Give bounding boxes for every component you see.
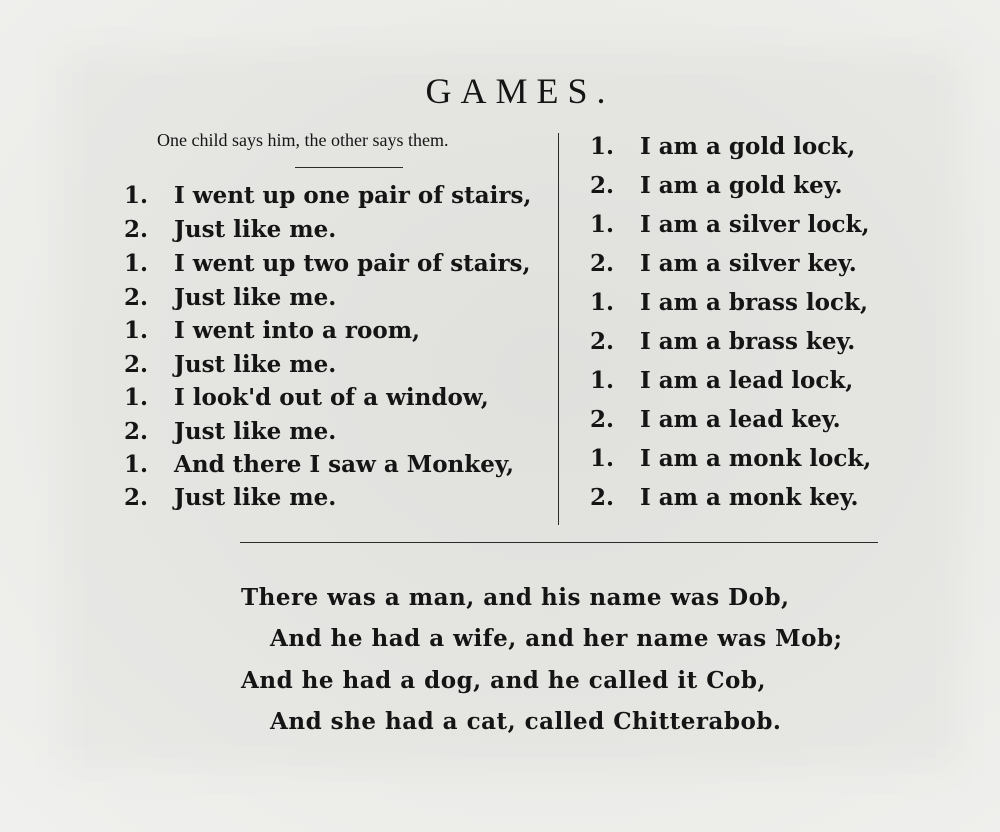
line-text: Just like me.: [174, 418, 337, 445]
line-text: Just like me.: [174, 284, 337, 311]
right-verse-line: [590, 171, 842, 201]
left-verse-line: [124, 383, 489, 413]
line-number: 2.: [590, 328, 615, 355]
line-number: 1.: [124, 451, 149, 478]
section-divider: [240, 542, 878, 543]
line-number: 2.: [590, 484, 615, 511]
line-number: 1.: [590, 289, 615, 316]
bottom-verse-line: There was a man, and his name was Dob,: [241, 584, 790, 611]
right-verse-line: [590, 132, 855, 162]
line-text: Just like me.: [174, 484, 337, 511]
bottom-verse-line: And he had a wife, and her name was Mob;: [270, 625, 843, 652]
line-number: 2.: [590, 172, 615, 199]
right-verse-line: [590, 483, 859, 513]
line-text: I am a brass key.: [640, 328, 856, 355]
right-verse-line: [590, 444, 871, 474]
page-title: GAMES.: [425, 71, 615, 111]
line-number: 1.: [124, 250, 149, 277]
line-number: 1.: [124, 182, 149, 209]
bottom-verse-line: And he had a dog, and he called it Cob,: [241, 667, 766, 694]
right-verse-line: [590, 327, 855, 357]
line-text: I am a silver key.: [640, 250, 857, 277]
line-text: I am a brass lock,: [640, 289, 868, 316]
line-number: 1.: [124, 384, 149, 411]
line-text: I went into a room,: [174, 317, 421, 344]
line-number: 2.: [124, 216, 149, 243]
line-number: 2.: [124, 351, 149, 378]
line-number: 1.: [124, 317, 149, 344]
left-verse-line: [124, 249, 531, 279]
line-number: 2.: [590, 250, 615, 277]
line-number: 1.: [590, 445, 615, 472]
left-verse-line: [124, 316, 420, 346]
line-text: I am a silver lock,: [640, 211, 870, 238]
line-number: 2.: [124, 284, 149, 311]
line-number: 1.: [590, 133, 615, 160]
line-text: I am a lead key.: [640, 406, 841, 433]
line-text: I am a monk lock,: [640, 445, 872, 472]
line-number: 2.: [124, 418, 149, 445]
line-text: I am a lead lock,: [640, 367, 854, 394]
left-verse-line: [124, 283, 336, 313]
line-number: 2.: [590, 406, 615, 433]
instruction-subtitle: One child says him, the other says them.: [157, 130, 449, 150]
right-verse-line: [590, 405, 841, 435]
left-verse-line: [124, 450, 514, 480]
line-number: 1.: [590, 211, 615, 238]
bottom-verse-line: And she had a cat, called Chitterabob.: [270, 708, 782, 735]
line-text: I went up one pair of stairs,: [174, 182, 532, 209]
right-verse-line: [590, 249, 857, 279]
line-text: I am a monk key.: [640, 484, 859, 511]
line-number: 2.: [124, 484, 149, 511]
left-verse-line: [124, 181, 531, 211]
left-verse-line: [124, 350, 336, 380]
left-verse-line: [124, 483, 336, 513]
line-text: I went up two pair of stairs,: [174, 250, 531, 277]
left-verse-line: [124, 417, 336, 447]
left-verse-line: [124, 215, 336, 245]
line-text: I am a gold key.: [640, 172, 843, 199]
short-divider: [295, 167, 403, 168]
right-verse-line: [590, 366, 853, 396]
line-text: Just like me.: [174, 351, 337, 378]
line-text: And there I saw a Monkey,: [174, 451, 514, 478]
right-verse-line: [590, 210, 870, 240]
line-text: Just like me.: [174, 216, 337, 243]
line-text: I look'd out of a window,: [174, 384, 489, 411]
line-number: 1.: [590, 367, 615, 394]
right-verse-line: [590, 288, 868, 318]
column-divider: [558, 133, 559, 525]
line-text: I am a gold lock,: [640, 133, 856, 160]
